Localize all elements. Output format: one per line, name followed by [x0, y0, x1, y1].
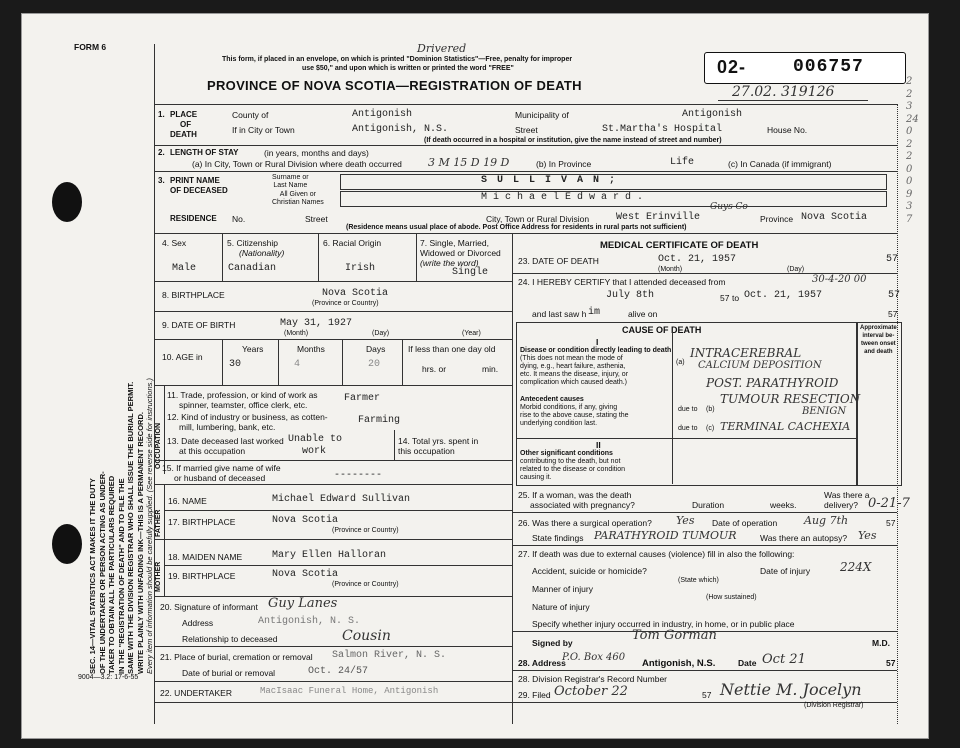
physician-date: Oct 21 — [762, 652, 806, 667]
filed-date: October 22 — [554, 684, 628, 699]
age-months-value: 4 — [294, 359, 301, 370]
informant-relationship: Cousin — [342, 628, 391, 644]
surname-boxes — [340, 174, 887, 190]
sex-value: Male — [172, 263, 197, 274]
length-of-stay-label: LENGTH OF STAY — [170, 148, 239, 157]
form-number: FORM 6 — [74, 42, 107, 52]
death-registration-form: FORM 6 SEC. 14—VITAL STATISTICS ACT MAKES IT THE DUTY OF THE UNDERTAKER OR PERSON ACTING AS UNDER- TAKER TO OBTAIN ALL THE PARTICULARS REQUIRED IN THE "REGISTRATION OF DEATH" AND TO FILE THE SAME WITH THE DIVISION REGISTRAR WHO SHALL ISSUE THE BURIAL PERMIT. WRITE PLAINLY WITH UNFADING INK—THIS IS A PERMANENT RECORD. Every item of information should be carefully supplied. (See reverse side for instructions.) 9004—3.2: 17-6-55 This form, if placed in an envelope, on which is printed "Dominion Statistics"—Free, penalty for improper use $50," and upon which is written or printed the word "FREE" Drivered PROVINCE OF NOVA SCOTIA—REGISTRATION OF DEATH 02- 006757 27.02. 319126 1. PLACE OF DEATH County of Antigonish Municipality of Antigonish If in City or Town Antigonish, N.S. Street St.Martha's Hospital House No. (If death occurred in a hospital or institution, give the name instead of street and number) 2. LENGTH OF STAY (in years, months and days) (a) In City, Town or Rural Division where death occurred 3 M 15 D 19 D (b) In Province Life (c) In Canada (if immigrant) 3. PRINT NAME OF DECEASED Surname or Last Name S U L L I V A N ; All Given or Christian Names M i c h a e l E d w a r d . RESIDENCE No. Street City, Town or Rural Division West Erinville Guys Co Province Nova Scotia (Residence means usual place of abode. Post Office Address for residents in rural parts not sufficient) 4. Sex Male 5. Citizenship (Nationality) Canadian 6. Racial Origin Irish 7. Single, Married, Widowed or Divorced (write the word) Single 8. BIRTHPLACE Nova Scotia (Province or Country) 9. DATE OF BIRTH May 31, 1927 (Month) (Day) (Year) 10. AGE in Years 30 Months 4 Days 20 If less than one day old hrs. or min. OCCUPATION 11. Trade, profession, or kind of work as spinner, teamster, office clerk, etc. Farmer 12. Kind of industry or business, as cotten- mill, lumbering, bank, etc. Farming 13. Date deceased last worked at this occupation Unable to work 14. Total yrs. spent in this occupation 15. If married give name of wife or husband of deceased -------- FATHER MOTHER 16. NAME Michael Edward Sullivan 17. BIRTHPLACE Nova Scotia (Province or Country) 18. MAIDEN NAME Mary Ellen Halloran 19. BIRTHPLACE Nova Scotia (Province or Country) 20. Signature of informant Guy Lanes Address Antigonish, N. S. Relationship to deceased Cousin 21. Place of burial, cremation or removal Salmon River, N. S. Date of burial or removal Oct. 24/57 22. UNDERTAKER MacIsaac Funeral Home, Antigonish MEDICAL CERTIFICATE OF DEATH 23. DATE OF DEATH Oct. 21, 1957 (Month) (Day) 57 24. I HEREBY CERTIFY that I attended deceased from 30-4-20 00 July 8th 57 to Oct. 21, 1957 57 and last saw h im alive on 57 Approximate interval be- tween onset and death CAUSE OF DEATH I Disease or condition directly leading to death (This does not mean the mode of dying, e.g., heart failure, asthenia, etc. It means the disease, injury, or complication which caused death.) (a) INTRACEREBRAL CALCIUM DEPOSITION POST. PARATHYROID Antecedent causes Morbid conditions, if any, giving rise to the above cause, stating the underlying condition last. due to (b) TUMOUR RESECTION BENIGN due to (c) TERMINAL CACHEXIA II Other significant conditions contributing to the death, but not related to the disease or condition causing it. 25. If a woman, was the death associated with pregnancy? Duration weeks. Was there a delivery? 0-21-7 26. Was there a surgical operation? Yes Date of operation Aug 7th 57 State findings PARATHYROID TUMOUR Was there an autopsy? Yes 27. If death was due to external causes (violence) fill in also the following: Accident, suicide or homicide? (State which) Date of injury 224X Manner of injury (How sustained) Nature of injury Specify whether injury occurred in industry, in home, or in public place Signed by Tom Gorman M.D. 28. Address P.O. Box 460 Antigonish, N.S. Date Oct 21 57 28. Division Registrar's Record Number 29. Filed October 22 57 Nettie M. Jocelyn (Division Registrar) 2 2 3 24 0 2 2 0 0 9 3 7 — [22, 14, 928, 738]
cause-antecedent: TUMOUR RESECTION — [720, 392, 861, 406]
operation-date: Aug 7th — [804, 514, 849, 527]
attended-to: Oct. 21, 1957 — [744, 290, 823, 301]
registration-number-box: 02- 006757 — [704, 52, 906, 84]
medical-certificate-title: MEDICAL CERTIFICATE OF DEATH — [600, 240, 759, 251]
findings-value: PARATHYROID TUMOUR — [594, 529, 737, 542]
date-of-birth-value: May 31, 1927 — [280, 318, 353, 329]
punch-hole-bottom — [52, 524, 82, 564]
burial-place: Salmon River, N. S. — [332, 650, 447, 661]
father-birthplace-value: Nova Scotia — [272, 515, 339, 526]
industry-value: Farming — [358, 415, 401, 426]
given-name-boxes — [340, 191, 887, 207]
racial-origin-value: Irish — [345, 263, 376, 274]
mother-name-value: Mary Ellen Halloran — [272, 550, 387, 561]
envelope-note-1: This form, if placed in an envelope, on which is printed "Dominion Statistics"—Free, penalty for improper — [222, 56, 573, 63]
city-value: Antigonish, N.S. — [352, 124, 449, 135]
residence-label: RESIDENCE — [170, 214, 217, 223]
age-days-value: 20 — [368, 359, 381, 370]
last-worked-value: Unable to work — [288, 434, 343, 457]
spouse-value: -------- — [334, 470, 383, 481]
street-value: St.Martha's Hospital — [602, 124, 723, 135]
burial-date: Oct. 24/57 — [308, 666, 369, 677]
citizenship-value: Canadian — [228, 263, 277, 274]
cause-underlying: TERMINAL CACHEXIA — [720, 420, 851, 433]
informant-address: Antigonish, N. S. — [258, 616, 361, 627]
place-of-death-label: PLACE OF DEATH — [170, 110, 198, 139]
physician-address: Antigonish, N.S. — [642, 658, 716, 669]
punch-hole-top — [52, 182, 82, 222]
surgical-operation-value: Yes — [676, 514, 695, 527]
surname-value: S U L L I V A N ; — [481, 175, 618, 186]
given-name-value: M i c h a e l E d w a r d . — [481, 192, 644, 203]
form-title: PROVINCE OF NOVA SCOTIA—REGISTRATION OF DEATH — [207, 78, 582, 93]
residence-province: Nova Scotia — [801, 212, 868, 223]
registration-number: 006757 — [793, 57, 864, 77]
birthplace-value: Nova Scotia — [322, 288, 389, 299]
name-of-deceased-label: PRINT NAME OF DECEASED — [170, 176, 228, 195]
registrar-signature: Nettie M. Jocelyn — [720, 680, 862, 699]
stay-division-value: 3 M 15 D 19 D — [428, 156, 510, 169]
occupation-value: Farmer — [344, 393, 381, 404]
cause-immediate: INTRACEREBRAL — [690, 346, 802, 360]
form-code: 9004—3.2: 17-6-55 — [78, 674, 139, 681]
right-margin-marks: 2 2 3 24 0 2 2 0 0 9 3 7 — [906, 76, 919, 225]
registration-handwritten: 27.02. 319126 — [732, 84, 835, 100]
marital-value: Single — [452, 267, 489, 278]
undertaker-value: MacIsaac Funeral Home, Antigonish — [260, 686, 439, 696]
physician-signature: Tom Gorman — [632, 628, 717, 643]
county-value: Antigonish — [352, 109, 413, 120]
municipality-value: Antigonish — [682, 109, 743, 120]
attended-from: July 8th — [606, 290, 655, 301]
informant-signature: Guy Lanes — [268, 596, 338, 611]
handwritten-top-note: Drivered — [417, 42, 467, 55]
father-name-value: Michael Edward Sullivan — [272, 494, 411, 505]
stay-province-value: Life — [670, 157, 695, 168]
mother-birthplace-value: Nova Scotia — [272, 569, 339, 580]
left-margin-instructions: SEC. 14—VITAL STATISTICS ACT MAKES IT THE DUTY OF THE UNDERTAKER OR PERSON ACTING AS UNDER- TAKER TO OBTAIN ALL THE PARTICULARS REQUIRED IN THE "REGISTRATION OF DEATH" AND TO FILE THE SAME WITH THE DIVISION REGISTRAR WHO SHALL ISSUE THE BURIAL PERMIT. WRITE PLAINLY WITH UNFADING INK—THIS IS A PERMANENT RECORD. Every item of information should be carefully supplied. (See reverse side for instructions.) — [88, 378, 154, 674]
residence-city: West Erinville — [616, 212, 701, 223]
age-years-value: 30 — [229, 359, 242, 370]
date-of-death-value: Oct. 21, 1957 — [658, 254, 737, 265]
autopsy-value: Yes — [858, 529, 877, 542]
envelope-note-2: use $50," and upon which is written or printed the word "FREE" — [302, 65, 514, 72]
